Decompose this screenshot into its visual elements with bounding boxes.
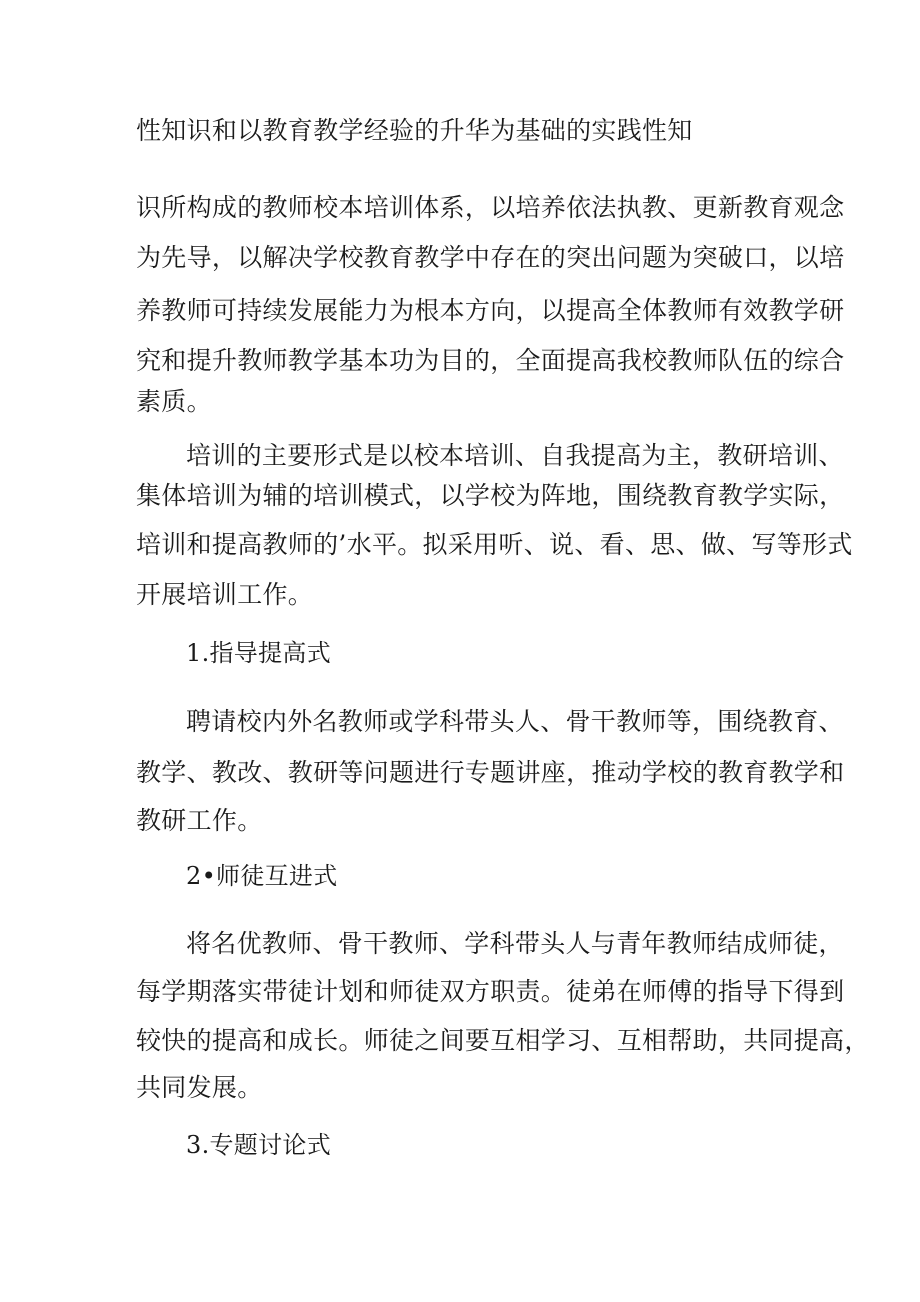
paragraph-line-first: 将名优教师、骨干教师、学科带头人与青年教师结成师徒， [186, 929, 844, 958]
section-heading-3: 3.专题讨论式 [186, 1131, 331, 1159]
section-heading-1: 1.指导提高式 [186, 639, 331, 667]
paragraph-line-first: 聘请校内外名教师或学科带头人、骨干教师等，围绕教育、 [186, 707, 844, 736]
paragraph-line: 开展培训工作。 [136, 580, 314, 609]
paragraph-line: 较快的提高和成长。师徒之间要互相学习、互相帮助，共同提高， [136, 1026, 870, 1055]
paragraph-line: 究和提升教师教学基本功为目的，全面提高我校教师队伍的综合 [136, 346, 845, 375]
paragraph-line: 共同发展。 [136, 1073, 263, 1102]
section-heading-2: 2•师徒互进式 [186, 862, 338, 890]
paragraph-line: 集体培训为辅的培训模式，以学校为阵地，围绕教育教学实际， [136, 481, 845, 510]
paragraph-line: 培训和提高教师的’水平。拟采用听、说、看、思、做、写等形式 [136, 530, 853, 559]
paragraph-line-first: 培训的主要形式是以校本培训、自我提高为主，教研培训、 [186, 441, 844, 470]
paragraph-line: 为先导，以解决学校教育教学中存在的突出问题为突破口，以培 [136, 243, 845, 272]
paragraph-line: 教研工作。 [136, 806, 263, 835]
paragraph-line: 识所构成的教师校本培训体系，以培养依法执教、更新教育观念 [136, 193, 845, 222]
paragraph-line: 养教师可持续发展能力为根本方向，以提高全体教师有效教学研 [136, 296, 845, 325]
paragraph-line-continuation: 性知识和以教育教学经验的升华为基础的实践性知 [136, 116, 693, 145]
paragraph-line: 素质。 [136, 387, 212, 416]
paragraph-line: 每学期落实带徒计划和师徒双方职责。徒弟在师傅的指导下得到 [136, 977, 845, 1006]
paragraph-line: 教学、教改、教研等问题进行专题讲座，推动学校的教育教学和 [136, 758, 845, 787]
